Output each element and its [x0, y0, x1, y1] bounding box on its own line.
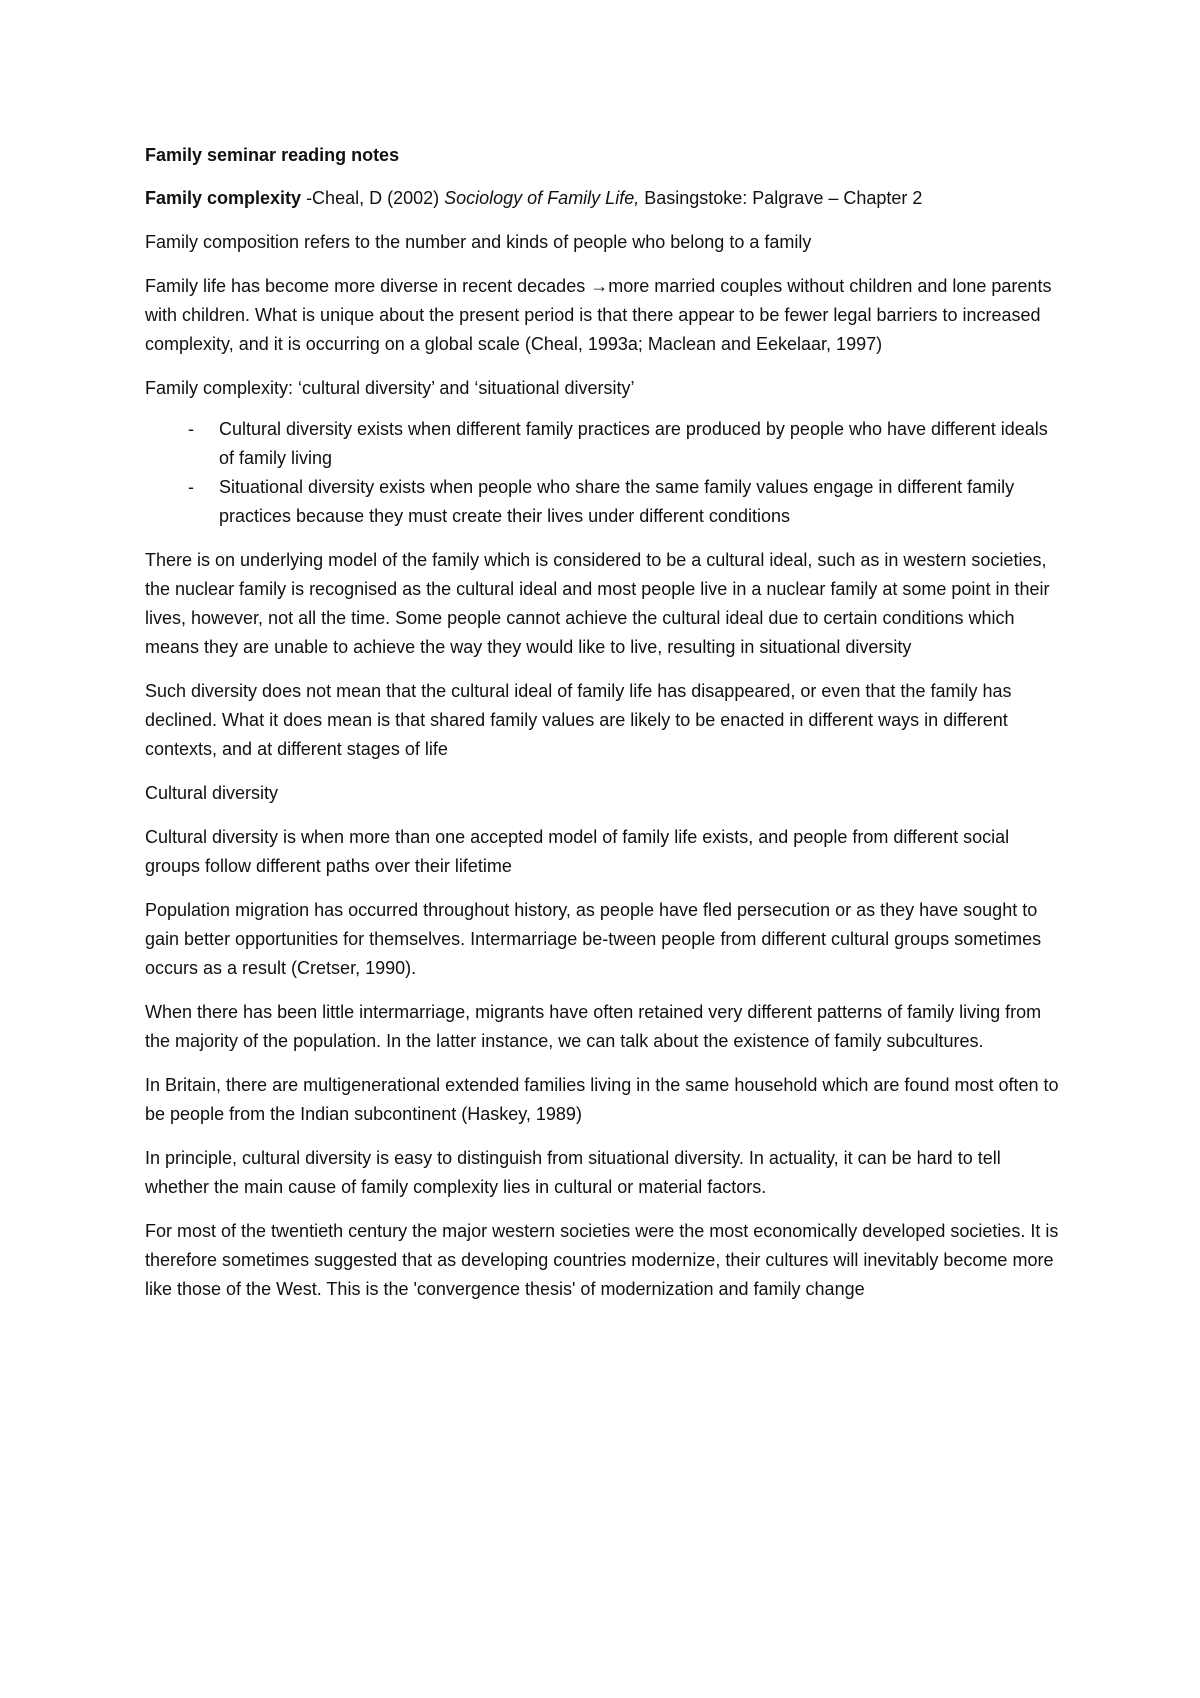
document-body: [145, 141, 1065, 1319]
bullet-text: Cultural diversity exists when different family practices are produced by people who have different ideals of family living: [219, 419, 1048, 468]
citation-author-year: -Cheal, D (2002): [301, 188, 445, 208]
bullet-text: Situational diversity exists when people who share the same family values engage in different family practices because they must create their lives under different conditions: [219, 477, 1015, 526]
bullet-cultural-diversity: [145, 415, 1065, 473]
heading-cultural-diversity: Cultural diversity: [145, 783, 279, 803]
paragraph-underlying-model: There is on underlying model of the family which is considered to be a cultural ideal, such as in western societies, the nuclear family is recognised as the cultural ideal and most people live in a nuclear family at some point in their lives, however, not all the time. Some people cannot achieve the cultural ideal due to certain conditions which means they are unable to achieve the way they would like to live, resulting in situational diversity: [145, 550, 1050, 657]
paragraph-little-intermarriage: When there has been little intermarriage, migrants have often retained very different patterns of family living from the majority of the population. In the latter instance, we can talk about the existence of family subcultures.: [145, 1002, 1042, 1051]
paragraph-family-composition: Family composition refers to the number and kinds of people who belong to a family: [145, 232, 812, 252]
paragraph-complexity-heading: Family complexity: ‘cultural diversity’ and ‘situational diversity’: [145, 378, 635, 398]
citation-publisher-chapter: Basingstoke: Palgrave – Chapter 2: [639, 188, 923, 208]
document-title: Family seminar reading notes: [145, 145, 400, 165]
paragraph-population-migration: Population migration has occurred throughout history, as people have fled persecution or as they have sought to gain better opportunities for themselves. Intermarriage be-tween people from different cultural groups sometimes occurs as a result (Cretser, 1990).: [145, 900, 1042, 978]
paragraph-twentieth-century: For most of the twentieth century the major western societies were the most economically developed societies. It is therefore sometimes suggested that as developing countries modernize, their cultures will inevitably become more like those of the West. This is the 'convergence thesis' of modernization and family change: [145, 1221, 1059, 1299]
citation-topic: Family complexity: [145, 188, 302, 208]
paragraph-family-life-diverse: [145, 272, 1065, 359]
bullet-dash: -: [188, 419, 194, 439]
paragraph-diverse-text-before-arrow: Family life has become more diverse in recent decades: [145, 276, 591, 296]
citation-book-title: Sociology of Family Life,: [444, 188, 640, 208]
paragraph-such-diversity: Such diversity does not mean that the cultural ideal of family life has disappeared, or even that the family has declined. What it does mean is that shared family values are likely to be enacted in different ways in different contexts, and at different stages of life: [145, 681, 1012, 759]
citation-line: [145, 184, 1065, 213]
diversity-bullet-list: [145, 415, 1065, 531]
paragraph-diverse-text-after-arrow: more married couples without children and lone parents with children. What is unique about the present period is that there appear to be fewer legal barriers to increased complexity, and it is occurring on a global scale (Cheal, 1993a; Maclean and Eekelaar, 1997): [145, 276, 1052, 354]
bullet-situational-diversity: [145, 473, 1065, 531]
paragraph-in-principle: In principle, cultural diversity is easy to distinguish from situational diversity. In actuality, it can be hard to tell whether the main cause of family complexity lies in cultural or material factors.: [145, 1148, 1001, 1197]
paragraph-cultural-diversity-definition: Cultural diversity is when more than one accepted model of family life exists, and people from different social groups follow different paths over their lifetime: [145, 827, 1010, 876]
bullet-dash: -: [188, 477, 194, 497]
arrow-right-icon: →: [590, 276, 609, 296]
paragraph-britain: In Britain, there are multigenerational extended families living in the same household which are found most often to be people from the Indian subcontinent (Haskey, 1989): [145, 1075, 1059, 1124]
